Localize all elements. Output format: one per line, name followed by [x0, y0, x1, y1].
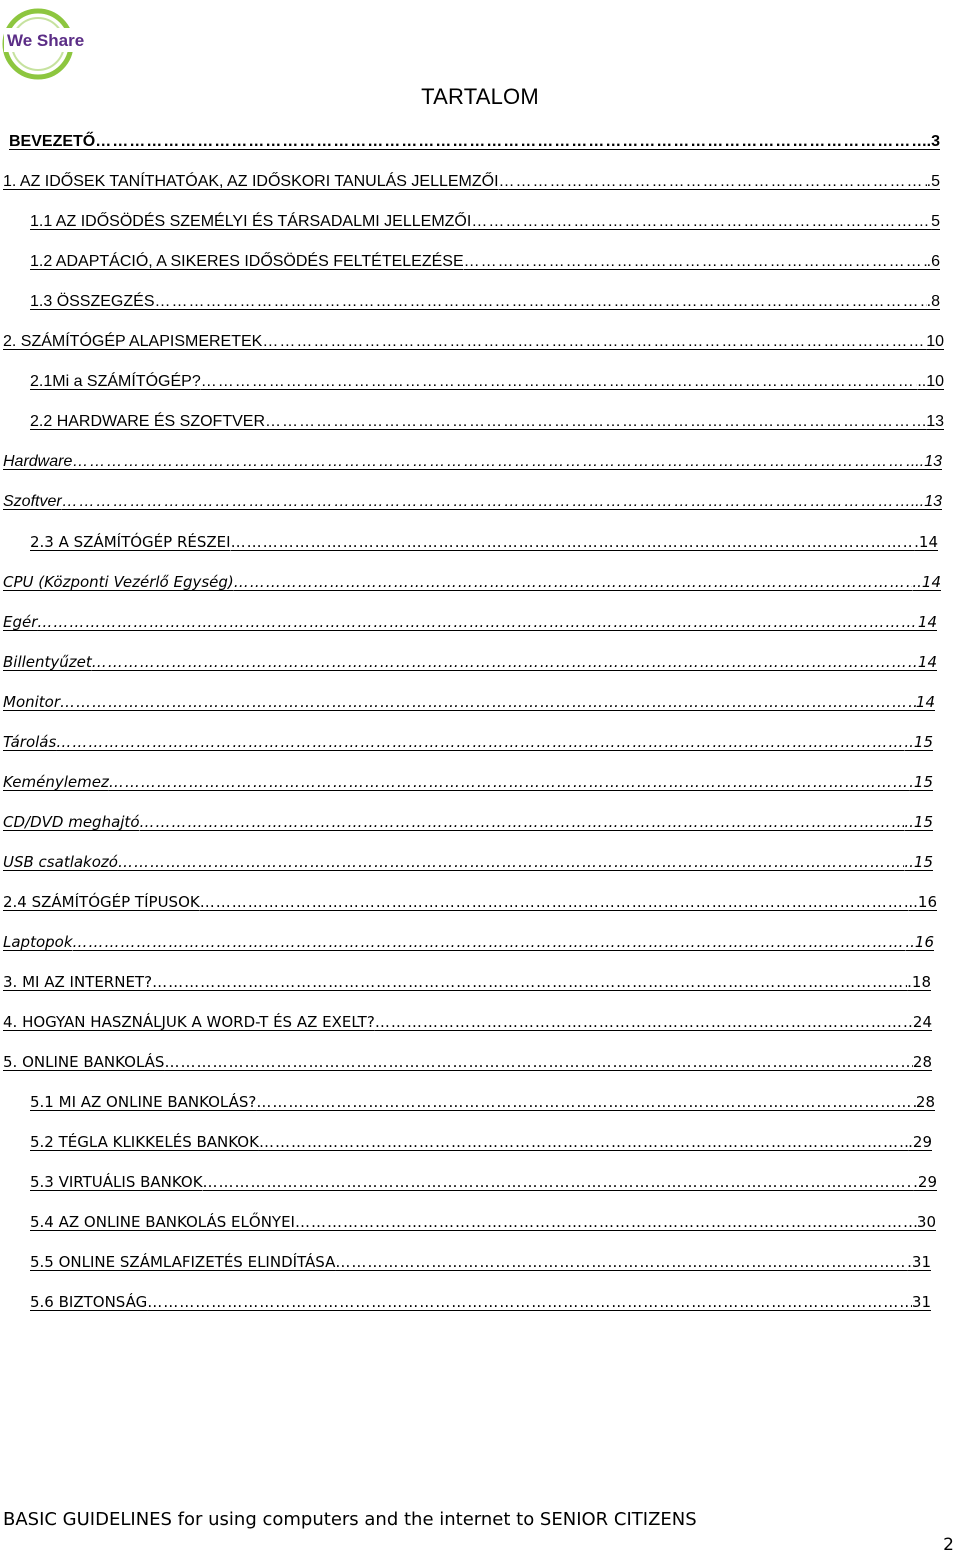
- toc-entry-page: .15: [909, 773, 933, 791]
- toc-leader-dots: [471, 213, 931, 237]
- toc-entry[interactable]: [3, 317, 944, 357]
- toc-entry-title: Tárolás: [3, 733, 57, 751]
- toc-entry-page: .18: [907, 973, 931, 991]
- toc-entry[interactable]: [3, 157, 940, 197]
- toc-entry-page: 13: [926, 413, 944, 430]
- toc-entry[interactable]: [9, 117, 940, 157]
- toc-entry[interactable]: [3, 837, 933, 877]
- toc-leader-dots: [464, 253, 927, 277]
- toc-entry[interactable]: [30, 1277, 931, 1317]
- toc-leader-dots: [147, 1293, 912, 1317]
- toc-entry[interactable]: [30, 1157, 937, 1197]
- toc-entry-title: Billentyűzet: [3, 653, 92, 671]
- toc-entry-title: 5.5 ONLINE SZÁMLAFIZETÉS ELINDÍTÁSA: [30, 1253, 336, 1271]
- toc-entry[interactable]: [30, 397, 944, 437]
- toc-entry-page: 30: [916, 1213, 936, 1231]
- toc-entry-title: 2. SZÁMÍTÓGÉP ALAPISMERETEK: [3, 333, 263, 350]
- toc-entry[interactable]: [3, 477, 942, 517]
- toc-entry[interactable]: [3, 717, 933, 757]
- toc-leader-dots: [56, 733, 904, 757]
- toc-entry-title: 1.3 ÖSSZEGZÉS: [30, 293, 155, 310]
- toc-entry[interactable]: [30, 1077, 935, 1117]
- toc-entry[interactable]: [3, 757, 933, 797]
- toc-entry[interactable]: [3, 797, 933, 837]
- toc-entry-title: Szoftver: [3, 493, 62, 510]
- toc-leader-dots: [295, 1213, 917, 1237]
- toc-entry-title: 4. HOGYAN HASZNÁLJUK A WORD-T ÉS AZ EXELT?: [3, 1013, 375, 1031]
- toc-entry-title: 5.2 TÉGLA KLIKKELÉS BANKOK: [30, 1133, 259, 1151]
- toc-entry-title: 2.4 SZÁMÍTÓGÉP TÍPUSOK: [3, 893, 200, 911]
- toc-leader-dots: [72, 453, 911, 477]
- toc-entry-title: 1. AZ IDŐSEK TANÍTHATÓAK, AZ IDŐSKORI TANULÁS JELLEMZŐI: [3, 173, 499, 190]
- toc-entry-page: 28: [915, 1093, 935, 1111]
- toc-leader-dots: [109, 773, 909, 797]
- toc-entry-title: CD/DVD meghajtó: [3, 813, 140, 831]
- toc-entry-title: BEVEZETŐ: [9, 133, 96, 150]
- toc-entry-title: 3. MI AZ INTERNET?: [3, 973, 153, 991]
- toc-entry[interactable]: [3, 637, 937, 677]
- toc-leader-dots: [201, 373, 918, 397]
- toc-entry[interactable]: [30, 1237, 931, 1277]
- toc-entry-title: 5.6 BIZTONSÁG: [30, 1293, 148, 1311]
- toc-leader-dots: [60, 693, 916, 717]
- toc-leader-dots: [140, 813, 905, 837]
- toc-entry[interactable]: [3, 877, 937, 917]
- toc-entry-title: 5.3 VIRTUÁLIS BANKOK: [30, 1173, 203, 1191]
- toc-entry-page: .14: [914, 533, 938, 551]
- toc-entry-title: Egér: [3, 613, 38, 631]
- toc-entry-title: 1.1 AZ IDŐSÖDÉS SZEMÉLYI ÉS TÁRSADALMI JELLEMZŐI: [30, 213, 472, 230]
- toc-entry-title: 2.3 A SZÁMÍTÓGÉP RÉSZEI: [30, 533, 231, 551]
- toc-entry-page: ..16: [908, 893, 937, 911]
- we-share-logo: [2, 2, 92, 86]
- toc-entry[interactable]: [3, 957, 931, 997]
- toc-entry[interactable]: [3, 677, 935, 717]
- toc-leader-dots: [73, 933, 906, 957]
- toc-leader-dots: [92, 653, 918, 677]
- toc-leader-dots: [164, 1053, 912, 1077]
- toc-leader-dots: [200, 893, 909, 917]
- toc-entry-title: 2.2 HARDWARE ÉS SZOFTVER: [30, 413, 265, 430]
- toc-entry-page: 31: [911, 1293, 931, 1311]
- toc-entry-title: CPU (Központi Vezérlő Egység): [3, 573, 234, 591]
- toc-entry-title: 5. ONLINE BANKOLÁS: [3, 1053, 165, 1071]
- toc-entry[interactable]: [3, 557, 941, 597]
- page-number: 2: [943, 1535, 954, 1555]
- toc-entry-title: Laptopok: [3, 933, 73, 951]
- toc-entry-page: 14: [915, 693, 935, 711]
- toc-leader-dots: [262, 333, 926, 357]
- toc-entry[interactable]: [30, 357, 944, 397]
- toc-entry[interactable]: [3, 917, 934, 957]
- toc-entry-page: .31: [907, 1253, 931, 1271]
- toc-entry-page: .5: [926, 173, 940, 190]
- toc-leader-dots: [154, 293, 926, 317]
- toc-entry-page: ..15: [904, 813, 933, 831]
- toc-leader-dots: [499, 173, 927, 197]
- toc-entry-title: 1.2 ADAPTÁCIÓ, A SIKERES IDŐSÖDÉS FELTÉTELEZÉSE: [30, 253, 464, 270]
- toc-leader-dots: [259, 1133, 908, 1157]
- toc-entry-page: 28: [912, 1053, 932, 1071]
- toc-entry-page: 24: [912, 1013, 932, 1031]
- svg-text:We Share: We Share: [7, 31, 85, 50]
- toc-entry-title: 5.4 AZ ONLINE BANKOLÁS ELŐNYEI: [30, 1213, 295, 1231]
- toc-leader-dots: [231, 533, 915, 557]
- toc-entry-page: ..15: [904, 853, 933, 871]
- toc-entry-page: ..15: [904, 733, 933, 751]
- toc-title: TARTALOM: [421, 84, 539, 109]
- toc-entry-title: 2.1Mi a SZÁMÍTÓGÉP?: [30, 373, 201, 390]
- toc-leader-dots: [234, 573, 913, 597]
- toc-entry-title: Monitor: [3, 693, 61, 711]
- toc-entry-page: 10: [926, 333, 944, 350]
- toc-entry[interactable]: [3, 1037, 932, 1077]
- toc-entry-page: ...13: [910, 453, 942, 470]
- toc-entry-title: USB csatlakozó: [3, 853, 118, 871]
- toc-entry[interactable]: [30, 277, 940, 317]
- toc-leader-dots: [375, 1013, 913, 1037]
- toc-entry-page: 14: [917, 613, 937, 631]
- toc-entry-page: .8: [926, 293, 940, 310]
- toc-entry-page: .29: [913, 1173, 937, 1191]
- toc-entry[interactable]: [30, 1197, 936, 1237]
- toc-entry-page: ...13: [910, 493, 942, 510]
- toc-entry-page: 14: [917, 653, 937, 671]
- toc-entry-page: ..16: [905, 933, 934, 951]
- toc-entry[interactable]: [3, 997, 932, 1037]
- toc-entry[interactable]: [30, 237, 940, 277]
- toc-leader-dots: [118, 853, 904, 877]
- toc-leader-dots: [256, 1093, 916, 1117]
- toc-entry[interactable]: [3, 437, 942, 477]
- toc-leader-dots: [37, 613, 918, 637]
- toc-leader-dots: [265, 413, 926, 437]
- toc-entry[interactable]: [30, 517, 938, 557]
- toc-entry-page: .6: [926, 253, 940, 270]
- toc-entry-page: ..10: [917, 373, 944, 390]
- toc-entry[interactable]: [30, 197, 940, 237]
- toc-entry-title: Hardware: [3, 453, 73, 470]
- toc-leader-dots: [203, 1173, 914, 1197]
- document-footer: BASIC GUIDELINES for using computers and the internet to SENIOR CITIZENS: [3, 1509, 697, 1530]
- toc-entry-page: .29: [908, 1133, 932, 1151]
- toc-leader-dots: [335, 1253, 907, 1277]
- toc-entry-page: ..14: [912, 573, 941, 591]
- toc-entry-title: Keménylemez: [3, 773, 109, 791]
- toc-entry[interactable]: [3, 597, 937, 637]
- toc-entry-page: 5: [931, 213, 940, 230]
- toc-entry-title: 5.1 MI AZ ONLINE BANKOLÁS?: [30, 1093, 257, 1111]
- toc-entry-page: .3: [926, 133, 940, 150]
- toc-leader-dots: [95, 133, 926, 157]
- toc-leader-dots: [152, 973, 907, 997]
- toc-entry[interactable]: [30, 1117, 932, 1157]
- toc-leader-dots: [62, 493, 911, 517]
